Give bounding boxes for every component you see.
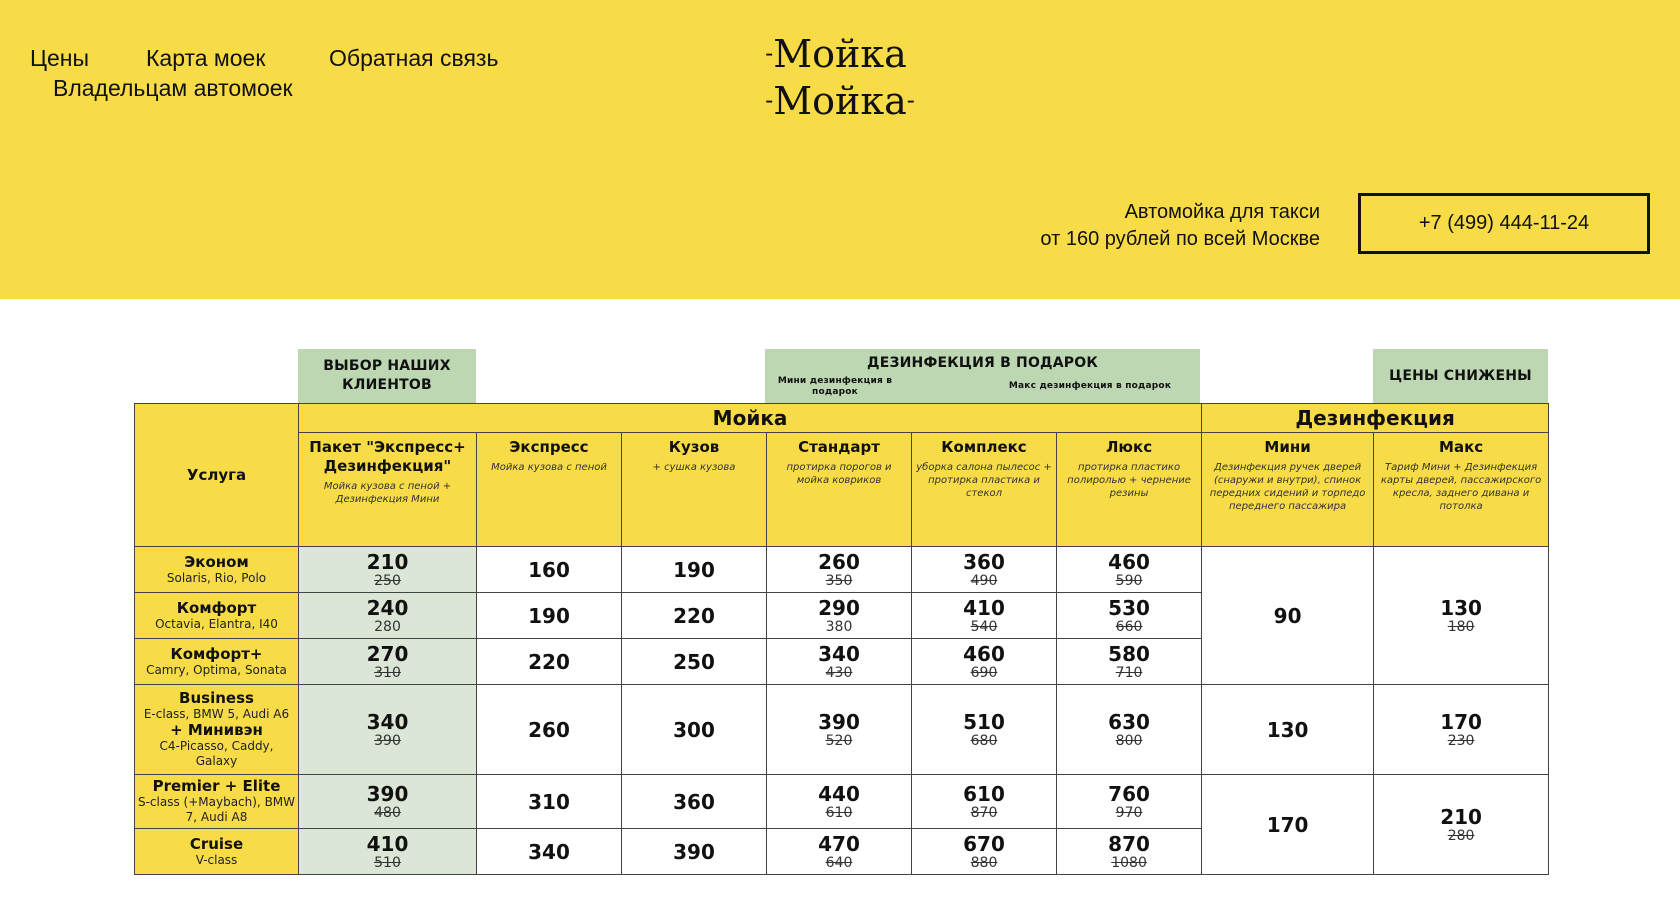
price-current: 210 — [1440, 804, 1482, 829]
price-current: 390 — [818, 709, 860, 734]
column-desc: протирка пластико полиролью + чернение резины — [1067, 462, 1191, 499]
service-header-cell — [135, 404, 299, 547]
price-cell[interactable] — [767, 547, 912, 593]
price-current: 610 — [963, 781, 1005, 806]
car-models: Octavia, Elantra, I40 — [155, 616, 278, 631]
badge-mini-gift: Мини дезинфекция в подарок — [777, 376, 893, 397]
price-current: 460 — [1108, 549, 1150, 574]
logo-dash: - — [765, 86, 774, 114]
price-current: 470 — [818, 831, 860, 856]
price-cell[interactable]: 260 — [477, 685, 622, 775]
price-cell[interactable] — [912, 639, 1057, 685]
price-old: 230 — [1447, 732, 1475, 749]
badge-clients-choice-label: ВЫБОР НАШИХ КЛИЕНТОВ — [323, 358, 451, 393]
table-row — [135, 547, 1549, 593]
price-cell[interactable] — [299, 685, 477, 775]
column-header-body — [622, 433, 767, 547]
disinfection-mini-cell[interactable]: 130 — [1202, 685, 1374, 775]
car-models-secondary: C4-Picasso, Caddy, Galaxy — [159, 739, 274, 768]
car-class: Комфорт+ — [170, 644, 263, 663]
price-cell[interactable] — [299, 639, 477, 685]
price-cell[interactable] — [1057, 639, 1202, 685]
price-old: 310 — [374, 664, 401, 681]
price-old: 490 — [970, 572, 998, 589]
column-header-standard — [767, 433, 912, 547]
group-wash-header: Мойка — [299, 404, 1202, 433]
service-cell — [135, 685, 299, 775]
column-header-max — [1374, 433, 1549, 547]
logo-line-1: Мойка — [773, 32, 907, 76]
price-cell[interactable] — [912, 593, 1057, 639]
group-disinfection-header: Дезинфекция — [1202, 404, 1549, 433]
price-old: 660 — [1115, 618, 1143, 635]
price-old: 970 — [1115, 804, 1143, 821]
column-desc: уборка салона пылесос + протирка пластика и стекол — [916, 462, 1052, 499]
price-old: 390 — [374, 732, 401, 749]
price-current: 340 — [818, 641, 860, 666]
disinfection-mini-cell[interactable]: 170 — [1202, 775, 1374, 875]
column-desc: Дезинфекция ручек дверей (снаружи и внутри), спинок передних сидений и торпедо переднего пассажира — [1209, 462, 1366, 512]
price-cell[interactable] — [912, 547, 1057, 593]
tagline — [1040, 199, 1320, 253]
car-class: Комфорт — [176, 598, 257, 617]
price-current: 390 — [366, 781, 409, 806]
price-current: 210 — [366, 549, 409, 574]
price-current: 130 — [1440, 595, 1482, 620]
nav-owners-link[interactable]: Владельцам автомоек — [53, 75, 293, 101]
price-old: 380 — [825, 618, 853, 635]
badge-disinfection-gift — [765, 349, 1200, 403]
price-current: 360 — [963, 549, 1005, 574]
badge-clients-choice — [298, 349, 476, 403]
price-old: 690 — [970, 664, 998, 681]
column-title: Экспресс — [509, 438, 589, 456]
price-cell[interactable]: 250 — [622, 639, 767, 685]
price-current: 290 — [818, 595, 860, 620]
price-cell[interactable] — [1057, 775, 1202, 829]
column-header-mini — [1202, 433, 1374, 547]
car-class: Business — [179, 689, 254, 707]
price-cell[interactable]: 220 — [477, 639, 622, 685]
price-cell[interactable] — [767, 639, 912, 685]
disinfection-max-cell[interactable] — [1374, 685, 1549, 775]
price-cell[interactable]: 340 — [477, 829, 622, 875]
column-header-complex — [912, 433, 1057, 547]
column-title: Мини — [1264, 438, 1311, 456]
price-current: 410 — [366, 831, 409, 856]
price-old: 800 — [1115, 732, 1143, 749]
nav-feedback-link[interactable]: Обратная связь — [329, 45, 499, 71]
price-current: 240 — [366, 595, 409, 620]
price-current: 440 — [818, 781, 860, 806]
nav-prices-link[interactable]: Цены — [30, 45, 90, 71]
disinfection-mini-cell[interactable]: 90 — [1202, 547, 1374, 685]
price-current: 270 — [366, 641, 409, 666]
car-class-secondary: + Минивэн — [170, 721, 263, 739]
price-current: 630 — [1108, 709, 1150, 734]
price-cell[interactable]: 390 — [622, 829, 767, 875]
price-cell[interactable]: 190 — [477, 593, 622, 639]
price-current: 170 — [1440, 709, 1482, 734]
price-cell[interactable] — [1057, 685, 1202, 775]
price-cell[interactable] — [912, 829, 1057, 875]
price-current: 760 — [1108, 781, 1150, 806]
car-models: Camry, Optima, Sonata — [146, 662, 287, 677]
price-cell[interactable] — [299, 547, 477, 593]
column-desc: + сушка кузова — [652, 462, 736, 473]
nav-map-link[interactable]: Карта моек — [146, 45, 266, 71]
price-current: 340 — [366, 709, 409, 734]
price-cell[interactable] — [767, 685, 912, 775]
site-logo[interactable] — [760, 30, 920, 124]
price-cell[interactable]: 310 — [477, 775, 622, 829]
column-title: Пакет "Экспресс+ Дезинфекция" — [309, 438, 466, 475]
price-current: 260 — [818, 549, 860, 574]
service-cell — [135, 593, 299, 639]
price-old: 640 — [825, 854, 853, 871]
car-class: Cruise — [189, 834, 244, 853]
column-title: Стандарт — [798, 438, 880, 456]
column-desc: Мойка кузова с пеной + Дезинфекция Мини — [323, 481, 452, 505]
price-cell[interactable]: 160 — [477, 547, 622, 593]
price-old: 280 — [1447, 827, 1475, 844]
price-current: 510 — [963, 709, 1005, 734]
price-old: 430 — [825, 664, 853, 681]
phone-button[interactable] — [1358, 193, 1650, 254]
price-cell[interactable] — [912, 685, 1057, 775]
table-row — [135, 775, 1549, 829]
price-cell[interactable] — [299, 829, 477, 875]
price-current: 580 — [1108, 641, 1150, 666]
site-header — [0, 0, 1680, 299]
column-header-lux — [1057, 433, 1202, 547]
price-cell[interactable] — [299, 775, 477, 829]
service-header: Услуга — [186, 466, 247, 484]
badge-prices-reduced-label: ЦЕНЫ СНИЖЕНЫ — [1389, 367, 1532, 384]
price-cell[interactable] — [299, 593, 477, 639]
price-old: 520 — [825, 732, 853, 749]
price-cell[interactable] — [767, 775, 912, 829]
price-old: 180 — [1447, 618, 1475, 635]
tagline-line-2: от 160 рублей по всей Москве — [1040, 228, 1320, 250]
service-cell — [135, 775, 299, 829]
price-table — [134, 403, 1549, 875]
disinfection-max-cell[interactable] — [1374, 547, 1549, 685]
price-cell[interactable]: 300 — [622, 685, 767, 775]
price-cell[interactable]: 220 — [622, 593, 767, 639]
car-models: S-class (+Maybach), BMW 7, Audi A8 — [137, 795, 296, 824]
price-old: 610 — [825, 804, 853, 821]
price-cell[interactable] — [912, 775, 1057, 829]
service-cell — [135, 547, 299, 593]
column-title: Люкс — [1105, 438, 1153, 456]
price-current: 530 — [1108, 595, 1150, 620]
price-cell[interactable] — [767, 829, 912, 875]
price-cell[interactable] — [1057, 593, 1202, 639]
price-current: 670 — [963, 831, 1005, 856]
table-row — [135, 685, 1549, 775]
car-class: Premier + Elite — [152, 777, 281, 795]
car-class: Эконом — [184, 552, 249, 571]
column-desc: протирка порогов и мойка ковриков — [786, 462, 892, 486]
badge-prices-reduced — [1373, 349, 1548, 403]
car-models: E-class, BMW 5, Audi A6 — [143, 707, 290, 721]
column-title: Комплекс — [941, 438, 1027, 456]
column-desc: Мойка кузова с пеной — [491, 462, 607, 473]
price-current: 870 — [1108, 831, 1150, 856]
logo-line-2: Мойка — [773, 79, 907, 123]
column-header-package — [299, 433, 477, 547]
disinfection-max-cell[interactable] — [1374, 775, 1549, 875]
price-old: 870 — [970, 804, 998, 821]
price-cell[interactable] — [1057, 829, 1202, 875]
price-cell[interactable]: 360 — [622, 775, 767, 829]
price-old: 350 — [825, 572, 853, 589]
price-cell[interactable] — [1057, 547, 1202, 593]
phone-number: +7 (499) 444-11-24 — [1418, 212, 1590, 234]
price-old: 480 — [374, 804, 401, 821]
price-old: 680 — [970, 732, 998, 749]
column-desc: Тариф Мини + Дезинфекция карты дверей, пассажирского кресла, заднего дивана и потолка — [1380, 462, 1542, 512]
service-cell — [135, 829, 299, 875]
badge-disinfection-gift-label: ДЕЗИНФЕКЦИЯ В ПОДАРОК — [867, 355, 1098, 371]
price-old: 510 — [374, 854, 401, 871]
price-current: 410 — [963, 595, 1005, 620]
price-old: 280 — [374, 618, 401, 635]
service-cell — [135, 639, 299, 685]
column-title: Кузов — [668, 438, 720, 456]
logo-dash: - — [765, 39, 774, 67]
car-models: Solaris, Rio, Polo — [166, 570, 267, 585]
price-old: 590 — [1115, 572, 1143, 589]
logo-dash: - — [906, 86, 915, 114]
price-old: 540 — [970, 618, 998, 635]
tagline-line-1: Автомойка для такси — [1124, 201, 1320, 223]
price-cell[interactable] — [767, 593, 912, 639]
price-old: 880 — [970, 854, 998, 871]
price-current: 460 — [963, 641, 1005, 666]
price-old: 1080 — [1111, 854, 1147, 871]
price-old: 250 — [374, 572, 401, 589]
column-header-express — [477, 433, 622, 547]
price-cell[interactable]: 190 — [622, 547, 767, 593]
column-title: Макс — [1439, 438, 1484, 456]
price-old: 710 — [1115, 664, 1143, 681]
badge-max-gift: Макс дезинфекция в подарок — [1008, 381, 1172, 391]
car-models: V-class — [195, 852, 238, 867]
